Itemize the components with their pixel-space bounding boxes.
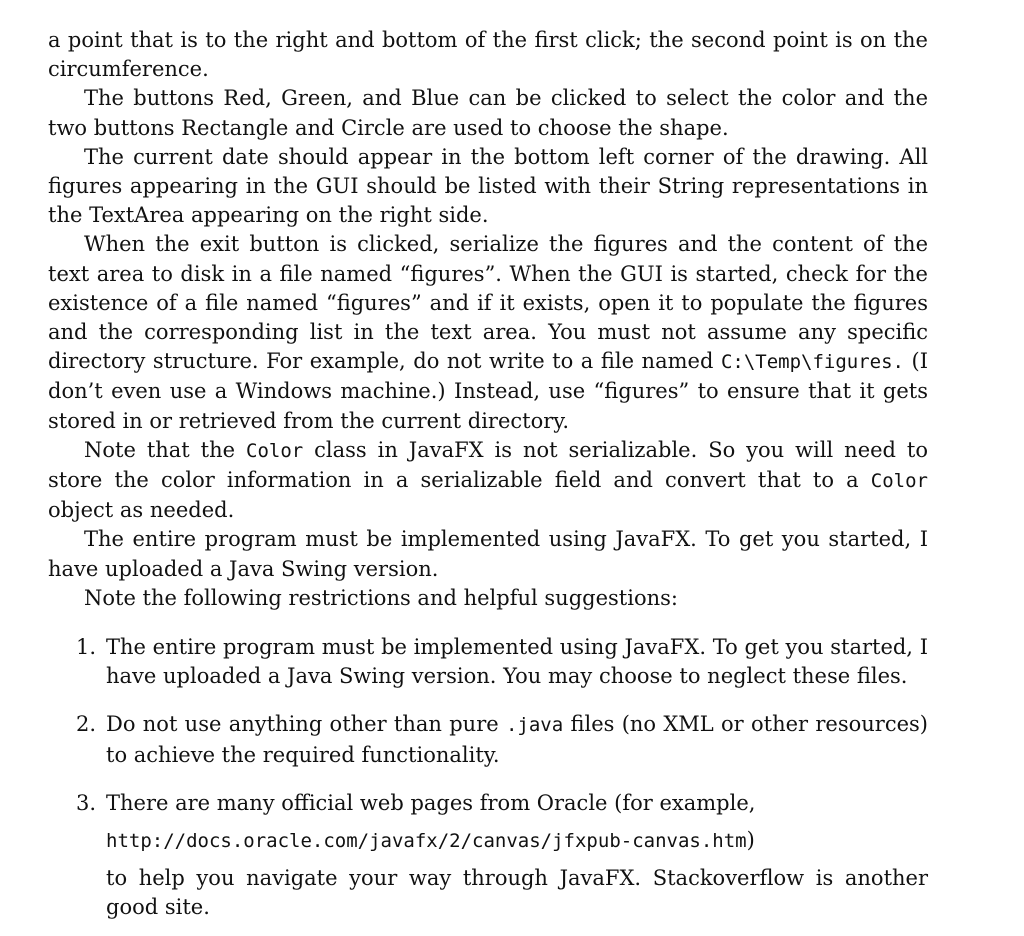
- paragraph-continuation: a point that is to the right and bottom of the first click; the second point is on the circumference.: [48, 28, 928, 82]
- list-item-text-b: to help you navigate your way through JavaFX. Stackoverflow is another good site.: [106, 866, 928, 920]
- paragraph-color-text-b: class in JavaFX is not serializable. So you will need to store the color information in a serializable field and convert that to a: [48, 437, 929, 493]
- paragraph-color-text-a: Note that the: [84, 437, 246, 462]
- paragraph-restrictions-intro: Note the following restrictions and helpful suggestions:: [84, 585, 678, 610]
- code-path: C:\Temp\figures.: [720, 351, 904, 374]
- list-item: [48, 710, 928, 769]
- list-item-number: 2.: [76, 712, 97, 737]
- paragraph-javafx: The entire program must be implemented using JavaFX. To get you started, I have uploaded a Java Swing version.: [48, 527, 928, 581]
- list-item-number: 3.: [76, 790, 97, 815]
- url-close-paren: ): [746, 828, 755, 853]
- oracle-url-line: [106, 826, 928, 856]
- list-item: [48, 789, 928, 923]
- paragraph-color: [48, 436, 928, 526]
- list-item-text-a: There are many official web pages from Oracle (for example,: [106, 790, 756, 815]
- code-java-extension: .java: [505, 714, 564, 737]
- paragraph-serialize-text-b: (I don’t even use a Windows machine.) Instead, use “figures” to ensure that it gets stored in or retrieved from the current directory.: [48, 349, 928, 433]
- restrictions-list: [48, 633, 928, 923]
- list-item-text-a: Do not use anything other than pure: [106, 712, 506, 737]
- code-color-class: Color: [246, 439, 304, 462]
- code-color-object: Color: [870, 470, 928, 493]
- list-item-text: The entire program must be implemented using JavaFX. To get you started, I have uploaded a Java Swing version. You may choose to neglect these files.: [106, 635, 928, 689]
- list-item-text-b: files (no XML or other resources) to achieve the required functionality.: [106, 712, 928, 767]
- paragraph-date: The current date should appear in the bottom left corner of the drawing. All figures appearing in the GUI should be listed with their String representations in the TextArea appearing on the right side.: [48, 144, 928, 228]
- paragraph-serialize-text-a: When the exit button is clicked, serialize the figures and the content of the text area to disk in a file named “figures”. When the GUI is started, check for the existence of a file named “figures” and if it exists, open it to populate the figures and the corresponding list in the text area. You must not assume any specific directory structure. For example, do not write to a file named: [48, 232, 928, 374]
- paragraph-color-text-c: object as needed.: [48, 498, 235, 523]
- list-item: [48, 633, 928, 691]
- paragraph-serialize: [48, 230, 928, 435]
- list-item-number: 1.: [76, 635, 97, 660]
- paragraph-buttons: The buttons Red, Green, and Blue can be clicked to select the color and the two buttons Rectangle and Circle are used to choose the shape.: [48, 86, 928, 140]
- oracle-url: http://docs.oracle.com/javafx/2/canvas/jfxpub-canvas.htm: [106, 830, 747, 853]
